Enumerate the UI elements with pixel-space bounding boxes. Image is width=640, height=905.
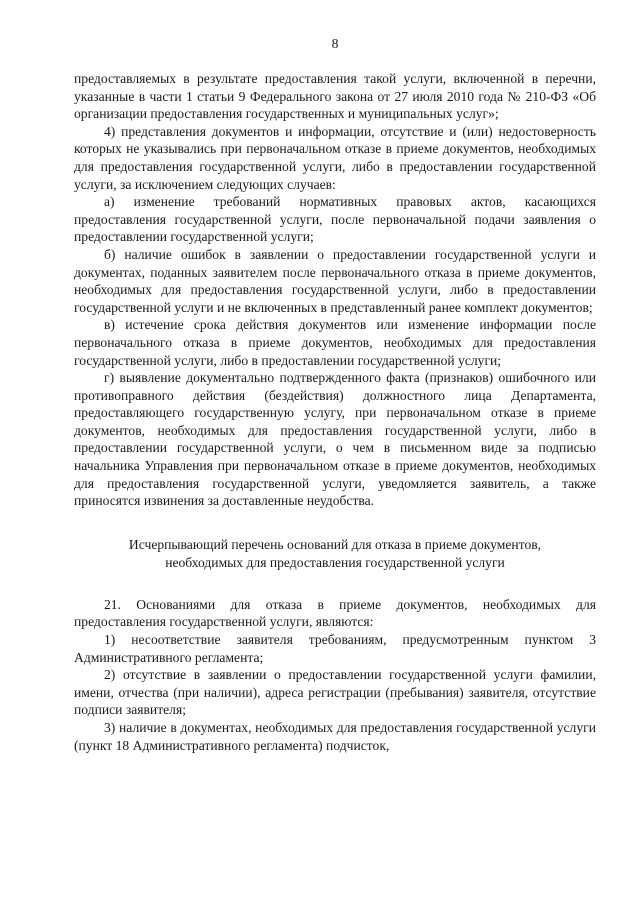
paragraph-continuation: предоставляемых в результате предоставления такой услуги, включенной в перечни, указанные в части 1 статьи 9 Федерального закона от 27 июля 2010 года № 210-ФЗ «Об организации предоставления государственных и муниципальных услуг»;: [74, 71, 596, 122]
paragraph-item-4: 4) представления документов и информации, отсутствие и (или) недостоверность которых не указывались при первоначальном отказе в приеме документов, необходимых для предоставления государственной услуги, либо в предоставлении государственной услуги, за исключением следующих случаев:: [74, 123, 596, 192]
paragraph-21-item-1: 1) несоответствие заявителя требованиям, предусмотренным пунктом 3 Административного регламента;: [74, 632, 596, 665]
paragraph-21-item-2: 2) отсутствие в заявлении о предоставлении государственной услуги фамилии, имени, отчества (при наличии), адреса регистрации (пребывания) заявителя, отсутствие подписи заявителя;: [74, 667, 596, 718]
paragraph-item-b: б) наличие ошибок в заявлении о предоставлении государственной услуги и документах, поданных заявителем после первоначального отказа в приеме документов, необходимых для предоставления государственной услуги, либо в предоставлении государственной услуги и не включенных в представленный ранее комплект документов;: [74, 246, 596, 315]
paragraph-item-v: в) истечение срока действия документов или изменение информации после первоначального отказа в приеме документов, необходимых для предоставления государственной услуги, либо в предоставлении государственной услуги;: [74, 317, 596, 368]
section-heading: [74, 536, 596, 572]
section-heading-line-2: необходимых для предоставления государственной услуги: [165, 554, 505, 570]
paragraph-21-item-3: 3) наличие в документах, необходимых для предоставления государственной услуги (пункт 18 Административного регламента) подчисток,: [74, 720, 596, 753]
document-body: [74, 70, 596, 754]
paragraph-21: 21. Основаниями для отказа в приеме документов, необходимых для предоставления государственной услуги, являются:: [74, 596, 596, 630]
section-heading-line-1: Исчерпывающий перечень оснований для отказа в приеме документов,: [128, 536, 542, 552]
paragraph-item-a: а) изменение требований нормативных правовых актов, касающихся предоставления государственной услуги, после первоначальной подачи заявления о предоставлении государственной услуги;: [74, 194, 596, 245]
page-number: 8: [331, 36, 339, 51]
paragraph-item-g: г) выявление документально подтвержденного факта (признаков) ошибочного или противоправного действия (бездействия) должностного лица Департамента, предоставляющего государственную услугу, при первоначальном отказе в приеме документов, необходимых для предоставления государственной услуги, либо в предоставлении государственной услуги, о чем в письменном виде за подписью начальника Управления при первоначальном отказе в приеме документов, необходимых для предоставления государственной услуги, уведомляется заявитель, а также приносятся извинения за доставленные неудобства.: [74, 370, 596, 509]
